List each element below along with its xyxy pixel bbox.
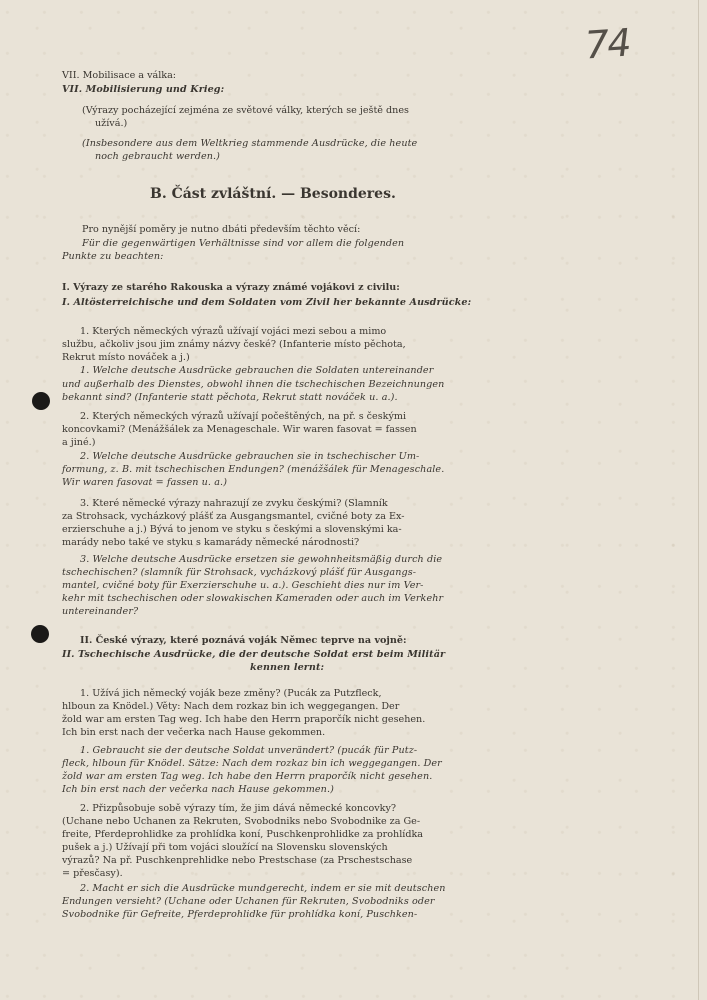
para-line: noch gebraucht werden.) (95, 151, 221, 162)
punch-hole-icon (31, 625, 49, 643)
para-line: mantel, cvičné boty für Exerzierschuhe u. a.). Geschieht dies nur im Ver- (62, 580, 424, 591)
para-line: Ich bin erst nach der večerka nach Hause gekommen. (62, 727, 326, 738)
para-line: 1. Gebraucht sie der deutsche Soldat unverändert? (pucák für Putz- (80, 745, 418, 756)
para-line: tschechischen? (slamník für Strohsack, vycházkový plášť für Ausgangs- (62, 567, 417, 578)
para-line: erzierschuhe a j.) Bývá to jenom ve styku s českými a slovenskými ka- (62, 524, 402, 535)
para-line: 3. Welche deutsche Ausdrücke ersetzen sie gewohnheitsmäßig durch die (80, 554, 443, 565)
para-line: formung, z. B. mit tschechischen Endungen? (menážšálek für Menageschale. (62, 464, 445, 475)
para-line: 2. Welche deutsche Ausdrücke gebrauchen sie in tschechischer Um- (80, 451, 420, 462)
para-line: 2. Přizpůsobuje sobě výrazy tím, že jim dává německé koncovky? (80, 803, 397, 814)
para-line: službu, ačkoliv jsou jim známy názvy české? (Infanterie místo pěchota, (62, 339, 406, 350)
section-vii-cz: VII. Mobilisace a válka: (62, 70, 177, 81)
para-line: pušek a j.) Užívají při tom vojáci sloužící na Slovensku slovenských (62, 842, 388, 853)
para-line: kehr mit tschechischen oder slowakischen Kameraden oder auch im Verkehr (62, 593, 444, 604)
para-line: Endungen versieht? (Uchane oder Uchanen für Rekruten, Svobodniks oder (62, 896, 435, 907)
section-ii-de: kennen lernt: (250, 662, 325, 673)
para-line: žold war am ersten Tag weg. Ich habe den Herrn praporčík nicht gesehen. (62, 771, 433, 782)
para-line: za Strohsack, vycházkový plášť za Ausgangsmantel, cvičné boty za Ex- (62, 511, 405, 522)
para-line: hlboun za Knödel.) Věty: Nach dem rozkaz bin ich weggegangen. Der (62, 701, 400, 712)
para-line: 2. Macht er sich die Ausdrücke mundgerecht, indem er sie mit deutschen (80, 883, 446, 894)
page-edge (698, 0, 699, 1000)
intro-line: Für die gegenwärtigen Verhältnisse sind vor allem die folgenden (82, 238, 405, 249)
para-line: Rekrut místo nováček a j.) (62, 352, 190, 363)
para-line: 2. Kterých německých výrazů užívají počeštěných, na př. s českými (80, 411, 407, 422)
section-i-cz: I. Výrazy ze starého Rakouska a výrazy známé vojákovi z civilu: (62, 282, 400, 293)
para-line: = přesčasy). (62, 868, 123, 879)
para-line: 1. Užívá jich německý voják beze změny? (Pucák za Putzfleck, (80, 688, 382, 699)
para-line: freite, Pferdeprohlidke za prohlídka koní, Puschkenprohlidke za prohlídka (62, 829, 424, 840)
para-line: (Uchane nebo Uchanen za Rekruten, Svobodniks nebo Svobodnike za Ge- (62, 816, 421, 827)
section-i-de: I. Altösterreichische und dem Soldaten vom Zivil her bekannte Ausdrücke: (62, 297, 472, 308)
folio-number: 74 (583, 20, 631, 68)
intro-line: Pro nynější poměry je nutno dbáti především těchto věcí: (82, 224, 361, 235)
para-line: marády nebo také ve styku s kamarády německé národnosti? (62, 537, 360, 548)
para-line: (Insbesondere aus dem Weltkrieg stammende Ausdrücke, die heute (82, 138, 418, 149)
para-line: výrazů? Na př. Puschkenprehlidke nebo Prestschase (za Prschestschase (62, 855, 413, 866)
para-line: koncovkami? (Menážšálek za Menageschale. Wir waren fasovat = fassen (62, 424, 417, 435)
para-line: Svobodnike für Gefreite, Pferdeprohlidke für prohlídka koní, Puschken- (62, 909, 418, 920)
section-vii-de: VII. Mobilisierung und Krieg: (62, 84, 225, 95)
page-title: B. Část zvláštní. — Besonderes. (150, 186, 396, 202)
para-line: (Výrazy pocházející zejména ze světové války, kterých se ještě dnes (82, 105, 409, 116)
para-line: und außerhalb des Dienstes, obwohl ihnen die tschechischen Bezeichnungen (62, 379, 445, 390)
para-line: fleck, hlboun für Knödel. Sätze: Nach dem rozkaz bin ich weggegangen. Der (62, 758, 442, 769)
para-line: a jiné.) (62, 437, 96, 448)
para-line: žold war am ersten Tag weg. Ich habe den Herrn praporčík nicht gesehen. (62, 714, 426, 725)
para-line: 1. Welche deutsche Ausdrücke gebrauchen die Soldaten untereinander (80, 365, 434, 376)
para-line: bekannt sind? (Infanterie statt pěchota, Rekrut statt nováček u. a.). (62, 392, 398, 403)
para-line: Wir waren fasovat = fassen u. a.) (62, 477, 228, 488)
section-ii-cz: II. České výrazy, které poznává voják Němec teprve na vojně: (80, 635, 407, 646)
para-line: užívá.) (95, 118, 128, 129)
para-line: untereinander? (62, 606, 139, 617)
para-line: 1. Kterých německých výrazů užívají vojáci mezi sebou a mimo (80, 326, 387, 337)
para-line: Ich bin erst nach der večerka nach Hause gekommen.) (62, 784, 334, 795)
para-line: 3. Které německé výrazy nahrazují ze zvyku českými? (Slamník (80, 498, 388, 509)
section-ii-de: II. Tschechische Ausdrücke, die der deutsche Soldat erst beim Militär (62, 649, 446, 660)
intro-line: Punkte zu beachten: (62, 251, 164, 262)
punch-hole-icon (32, 392, 50, 410)
